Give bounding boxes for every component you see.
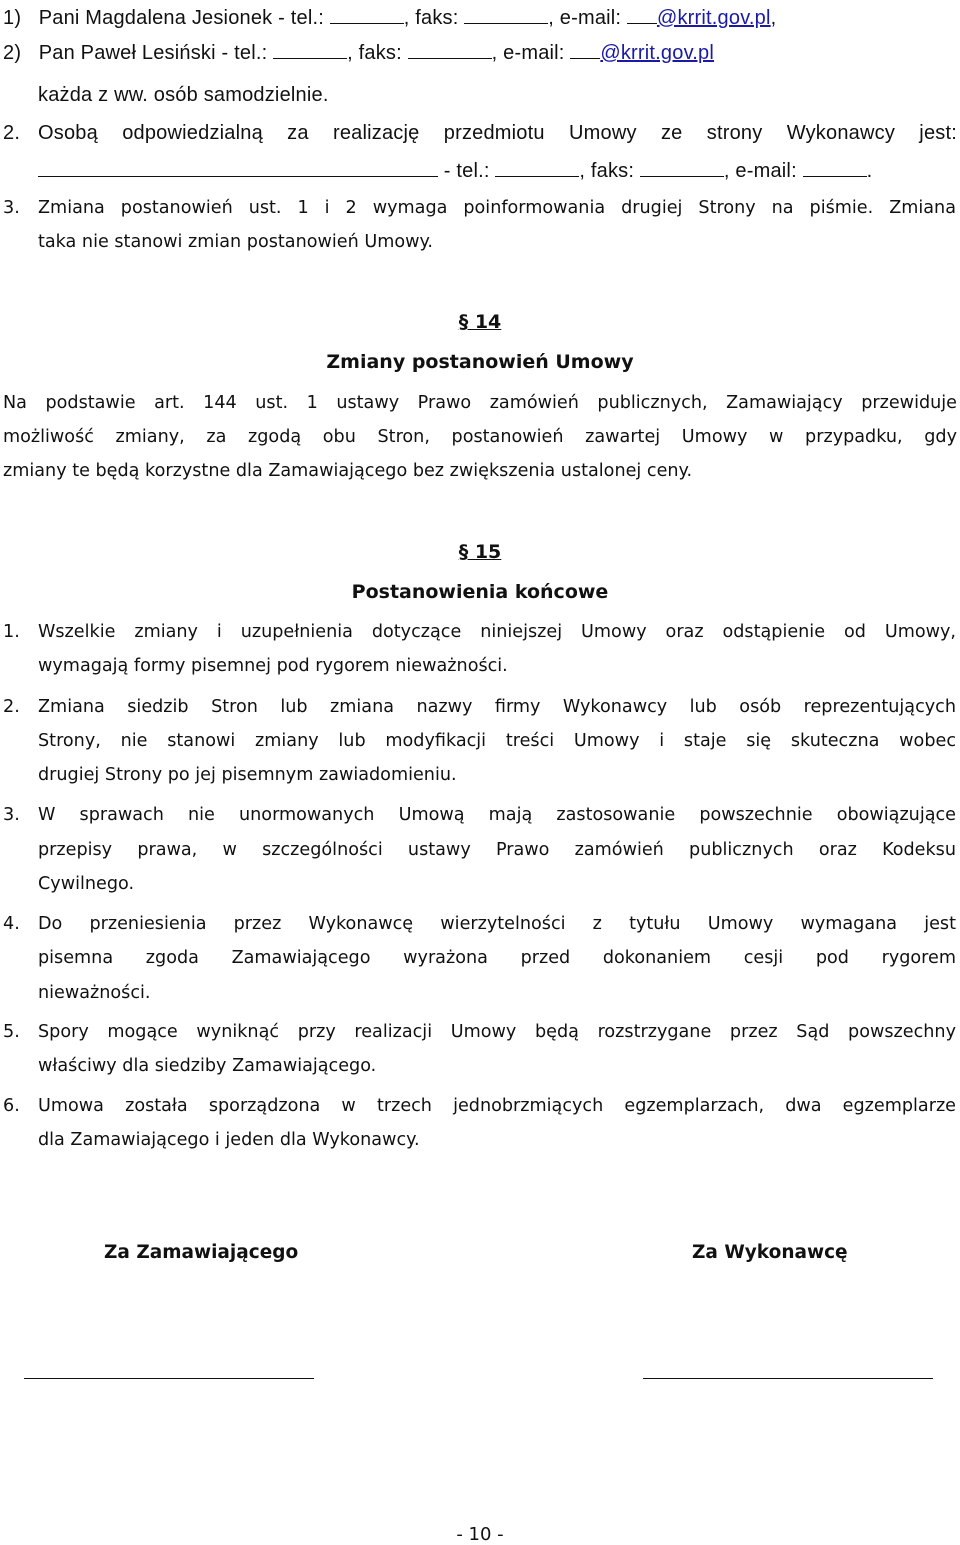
contact-line-1 xyxy=(3,3,776,30)
item-line: drugiej Strony po jej pisemnym zawiadomieniu. xyxy=(38,765,457,785)
item-number: 5. xyxy=(3,1022,20,1042)
item-3-number: 3. xyxy=(3,198,20,218)
item-number: 2. xyxy=(3,122,21,144)
contact-name: Pan Paweł Lesiński - tel.: xyxy=(38,42,268,64)
each-person-note: każda z ww. osób samodzielnie. xyxy=(38,84,329,106)
item-line: wymagają formy pisemnej pod rygorem nieważności. xyxy=(38,656,508,676)
item-line: Wszelkie zmiany i uzupełnienia dotyczące niniejszej Umowy oraz odstąpienie od Umowy, xyxy=(38,622,956,642)
item-line: Spory mogące wyniknąć przy realizacji Umowy będą rozstrzygane przez Sąd powszechny xyxy=(38,1022,956,1042)
item-line: Zmiana siedzib Stron lub zmiana nazwy firmy Wykonawcy lub osób reprezentujących xyxy=(38,697,956,717)
section-14-mark: § 14 xyxy=(458,311,502,333)
section-14-line-2: możliwość zmiany, za zgodą obu Stron, postanowień zawartej Umowy w przypadku, gdy xyxy=(3,427,957,447)
item-text: Osobą odpowiedzialną za realizację przedmiotu Umowy ze strony Wykonawcy jest: xyxy=(38,122,957,144)
item-3-line-1: Zmiana postanowień ust. 1 i 2 wymaga poinformowania drugiej Strony na piśmie. Zmiana xyxy=(38,198,956,218)
contact-number: 1) xyxy=(3,7,22,29)
faks-label: , faks: xyxy=(347,42,402,64)
item-line: Strony, nie stanowi zmiany lub modyfikacji treści Umowy i staje się skuteczna wobec xyxy=(38,731,956,751)
item-number: 2. xyxy=(3,697,20,717)
signature-label-contractor: Za Wykonawcę xyxy=(692,1242,848,1263)
section-14-line-1: Na podstawie art. 144 ust. 1 ustawy Prawo zamówień publicznych, Zamawiający przewiduje xyxy=(3,393,957,413)
item-number: 4. xyxy=(3,914,20,934)
faks-blank xyxy=(640,156,724,177)
item-line: pisemna zgoda Zamawiającego wyrażona przed dokonaniem cesji pod rygorem xyxy=(38,948,956,968)
tel-blank xyxy=(273,38,347,59)
item-number: 6. xyxy=(3,1096,20,1116)
item-3-line-2: taka nie stanowi zmian postanowień Umowy. xyxy=(38,232,434,252)
contact-number: 2) xyxy=(3,42,22,64)
item-line: Do przeniesienia przez Wykonawcę wierzytelności z tytułu Umowy wymagana jest xyxy=(38,914,956,934)
item-line: właściwy dla siedziby Zamawiającego. xyxy=(38,1056,377,1076)
email-blank xyxy=(627,3,657,24)
email-blank xyxy=(570,38,600,59)
item-line: przepisy prawa, w szczególności ustawy Prawo zamówień publicznych oraz Kodeksu xyxy=(38,840,956,860)
faks-label: , faks: xyxy=(579,160,635,182)
signature-line-contracting xyxy=(24,1378,314,1379)
section-15-title: Postanowienia końcowe xyxy=(351,581,609,603)
email-domain-link[interactable]: @krrit.gov.pl xyxy=(600,42,715,64)
email-blank xyxy=(803,156,867,177)
tel-blank xyxy=(495,156,579,177)
faks-blank xyxy=(408,38,492,59)
faks-label: , faks: xyxy=(403,7,459,29)
item-line: Cywilnego. xyxy=(38,874,135,894)
email-label: , e-mail: xyxy=(548,7,622,29)
item-line: dla Zamawiającego i jeden dla Wykonawcy. xyxy=(38,1130,420,1150)
item-line: W sprawach nie unormowanych Umową mają zastosowanie powszechnie obowiązujące xyxy=(38,805,956,825)
page-number: - 10 - xyxy=(456,1524,504,1545)
item-number: 3. xyxy=(3,805,20,825)
tel-blank xyxy=(330,3,404,24)
item-line: Umowa została sporządzona w trzech jednobrzmiących egzemplarzach, dwa egzemplarze xyxy=(38,1096,956,1116)
item-number: 1. xyxy=(3,622,20,642)
tel-label: - tel.: xyxy=(438,160,490,182)
signature-line-contractor xyxy=(643,1378,933,1379)
contact-line-2 xyxy=(3,38,714,65)
email-label: , e-mail: xyxy=(723,160,797,182)
item-2-contact xyxy=(38,156,872,183)
contact-name: Pani Magdalena Jesionek - tel.: xyxy=(38,7,324,29)
signature-label-contracting: Za Zamawiającego xyxy=(104,1242,299,1263)
item-end: . xyxy=(866,160,873,182)
email-label: , e-mail: xyxy=(491,42,565,64)
item-line: nieważności. xyxy=(38,983,151,1003)
faks-blank xyxy=(464,3,548,24)
email-domain-link[interactable]: @krrit.gov.pl xyxy=(656,7,771,29)
name-blank xyxy=(38,156,438,177)
contact-end: , xyxy=(770,7,777,29)
section-14-line-3: zmiany te będą korzystne dla Zamawiającego bez zwiększenia ustalonej ceny. xyxy=(3,461,693,481)
section-15-mark: § 15 xyxy=(458,541,502,563)
section-14-title: Zmiany postanowień Umowy xyxy=(326,351,634,373)
